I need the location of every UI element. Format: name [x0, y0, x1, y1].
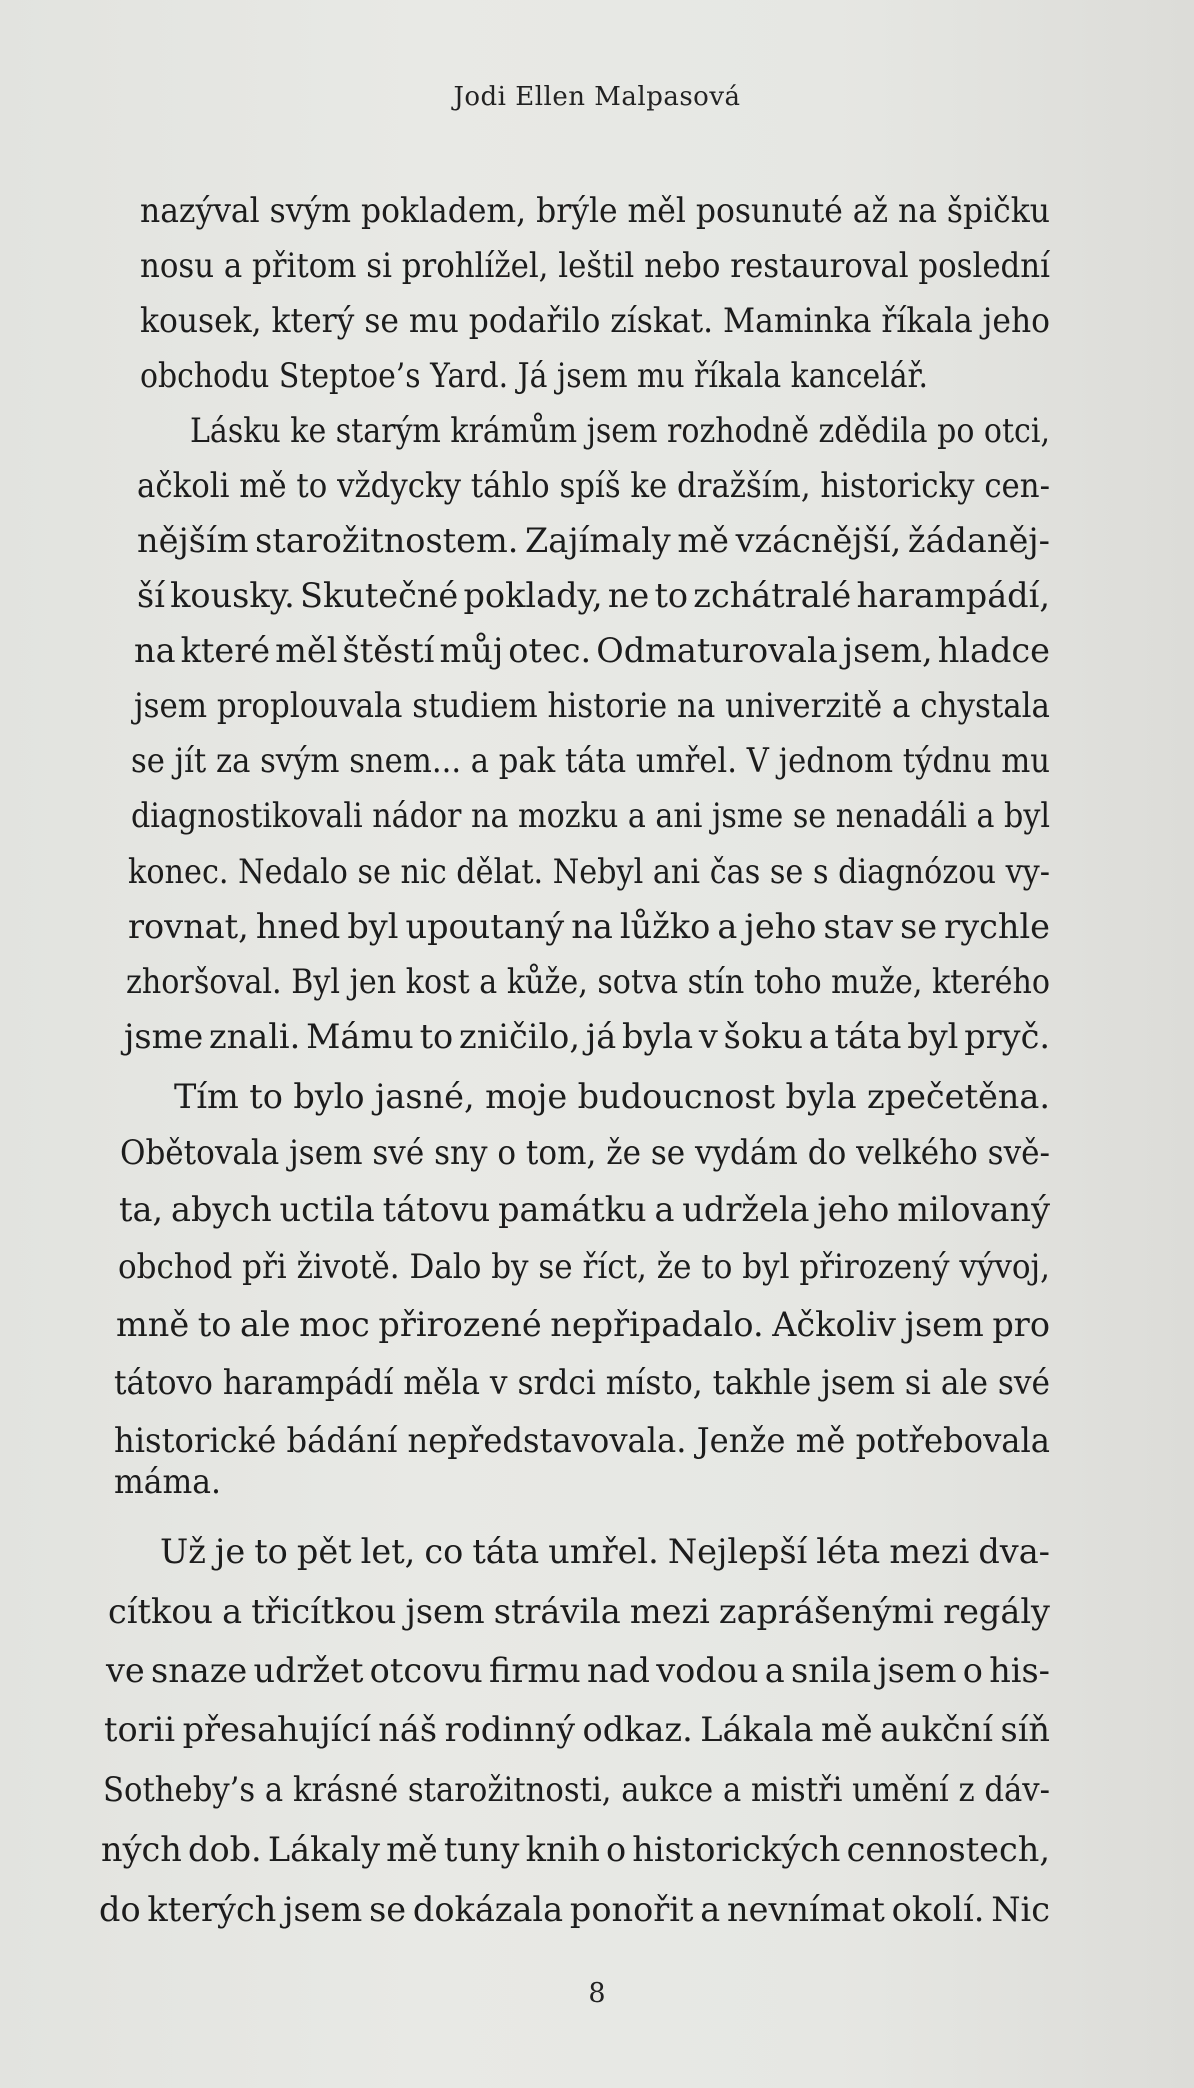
text-line: ší kousky. Skutečné poklady, ne to zchátralé harampádí, — [137, 576, 1050, 615]
text-line: Tím to bylo jasné, moje budoucnost byla zpečetěna. — [174, 1077, 1050, 1116]
text-line: historické bádání nepředstavovala. Jenže mě potřebovala — [114, 1421, 1050, 1460]
text-line: nosu a přitom si prohlížel, leštil nebo restauroval poslední — [140, 246, 1050, 285]
text-line: obchodu Steptoe’s Yard. Já jsem mu říkala kancelář. — [140, 356, 928, 395]
text-line: jsme znali. Mámu to zničilo, já byla v šoku a táta byl pryč. — [124, 1017, 1050, 1056]
text-line: diagnostikovali nádor na mozku a ani jsme se nenadáli a byl — [131, 796, 1050, 835]
text-line: Už je to pět let, co táta umřel. Nejlepší léta mezi dva- — [160, 1532, 1050, 1571]
text-line: ačkoli mě to vždycky táhlo spíš ke dražším, historicky cen- — [137, 466, 1050, 505]
running-head: Jodi Ellen Malpasová — [453, 82, 741, 112]
text-line: tátovo harampádí měla v srdci místo, takhle jsem si ale své — [114, 1363, 1050, 1402]
text-line: nazýval svým pokladem, brýle měl posunuté až na špičku — [140, 191, 1050, 230]
text-line: obchod při životě. Dalo by se říct, že to byl přirozený vývoj, — [118, 1247, 1050, 1286]
text-line: mně to ale moc přirozené nepřipadalo. Ačkoliv jsem pro — [116, 1305, 1050, 1344]
text-line: Obětovala jsem své sny o tom, že se vydám do velkého svě- — [120, 1133, 1050, 1172]
text-line: konec. Nedalo se nic dělat. Nebyl ani čas se s diagnózou vy- — [128, 852, 1050, 891]
text-line: ve snaze udržet otcovu firmu nad vodou a snila jsem o his- — [106, 1651, 1050, 1690]
text-line: do kterých jsem se dokázala ponořit a nevnímat okolí. Nic — [99, 1890, 1050, 1929]
text-line: se jít za svým snem... a pak táta umřel. V jednom týdnu mu — [131, 741, 1050, 780]
text-line: rovnat, hned byl upoutaný na lůžko a jeho stav se rychle — [128, 907, 1050, 946]
text-line: zhoršoval. Byl jen kost a kůže, sotva stín toho muže, kterého — [126, 962, 1050, 1001]
text-line: ta, abych uctila tátovu památku a udržela jeho milovaný — [119, 1190, 1050, 1229]
text-line: jsem proplouvala studiem historie na univerzitě a chystala — [134, 686, 1050, 725]
text-line: máma. — [114, 1462, 221, 1501]
text-line: nějším starožitnostem. Zajímaly mě vzácnější, žádaněj- — [137, 521, 1050, 560]
text-line: kousek, který se mu podařilo získat. Maminka říkala jeho — [140, 301, 1050, 340]
page-number: 8 — [588, 1978, 606, 2009]
text-line: Sotheby’s a krásné starožitnosti, aukce a mistři umění z dáv- — [103, 1770, 1050, 1809]
text-line: cítkou a třicítkou jsem strávila mezi zaprášenými regály — [108, 1592, 1050, 1631]
text-line: torii přesahující náš rodinný odkaz. Lákala mě aukční síň — [104, 1710, 1050, 1749]
text-line: na které měl štěstí můj otec. Odmaturovala jsem, hladce — [134, 631, 1050, 670]
text-line: Lásku ke starým krámům jsem rozhodně zdědila po otci, — [190, 411, 1050, 450]
text-line: ných dob. Lákaly mě tuny knih o historických cennostech, — [101, 1830, 1050, 1869]
